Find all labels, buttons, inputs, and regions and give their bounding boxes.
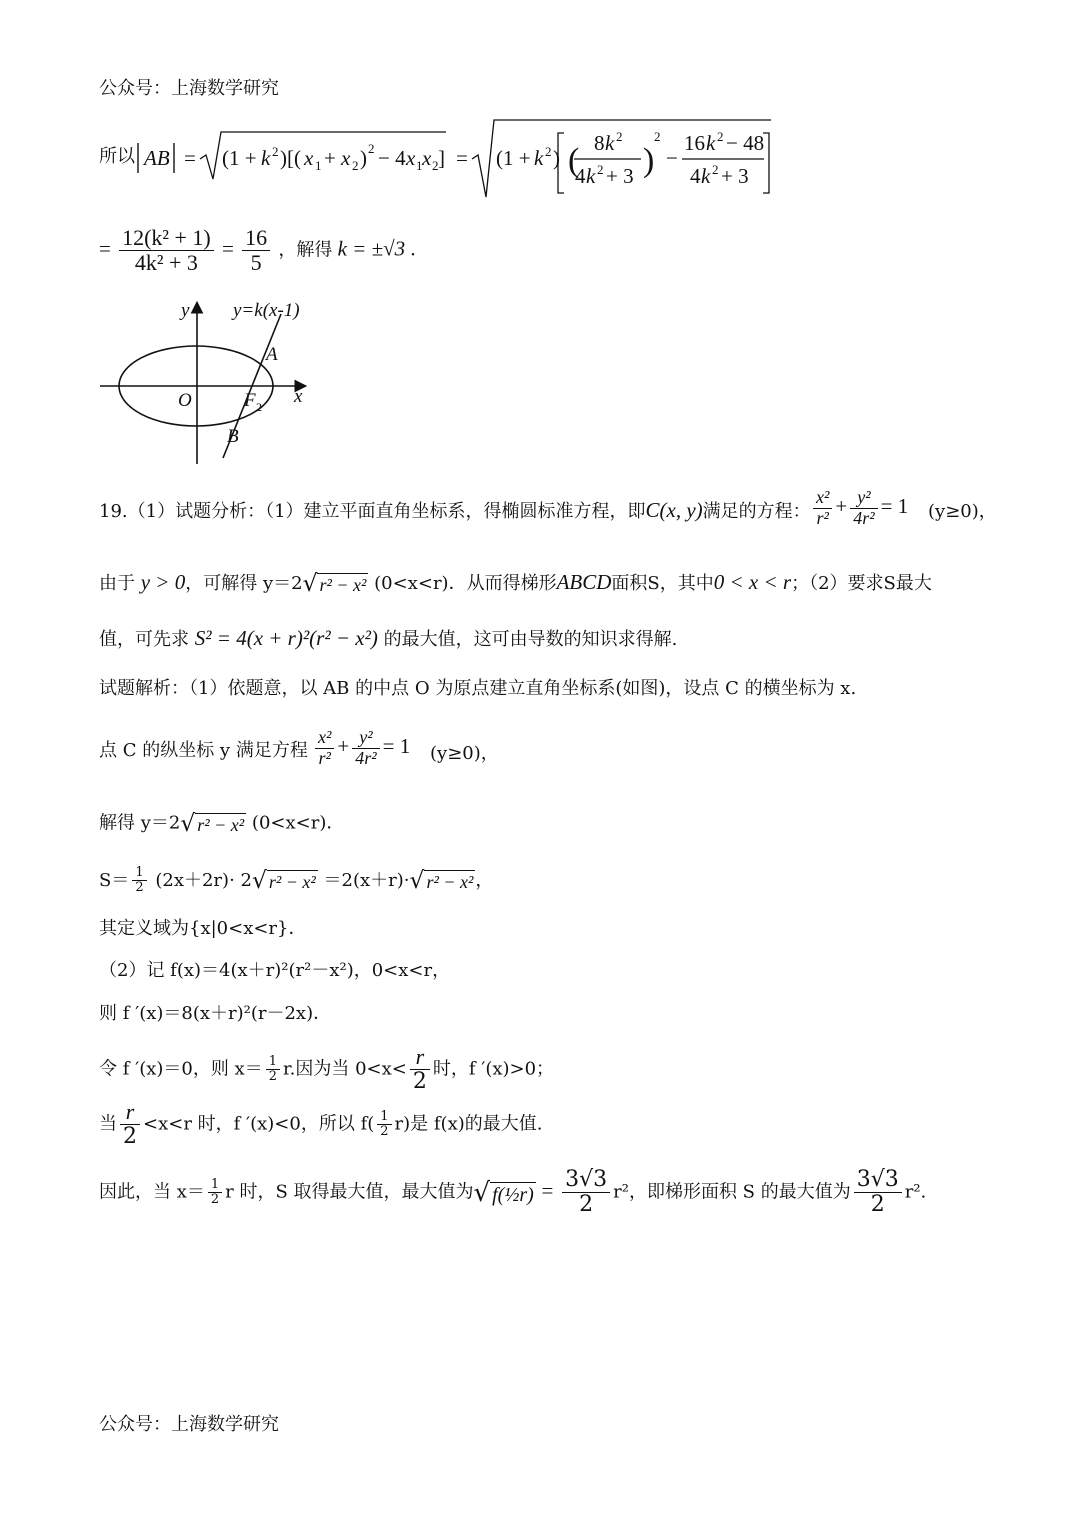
q19-line9: （2）记 f(x)＝4(x＋r)²(r²－x²)，0<x<r， <box>99 960 451 981</box>
svg-text:=: = <box>456 146 468 170</box>
q19-line13-d: r². <box>904 1181 927 1203</box>
q19-line5-text: 点 C 的纵坐标 y 满足方程 <box>99 740 308 761</box>
q19-line7-c: ＝2(x＋r)· <box>323 869 410 891</box>
q19-line1-text-b: 满足的方程： <box>702 501 811 522</box>
ab-fraction-den: 4k² + 3 <box>134 250 198 276</box>
sqrt-r2-x2: √ r² − x² <box>302 569 367 598</box>
half-frac-4 <box>208 1178 222 1208</box>
label-o: O <box>178 390 192 411</box>
max-den: 2 <box>579 1192 594 1218</box>
q19-line8: 其定义域为{x|0<x<r}． <box>99 918 307 939</box>
q19-line13-c: r²，即梯形面积 S 的最大值为 <box>613 1181 851 1203</box>
end-period: . <box>410 236 416 261</box>
q19-line2-b: ，可解得 y＝2 <box>185 573 303 594</box>
half-frac <box>132 866 146 896</box>
eq-one-2: = 1 <box>382 734 411 759</box>
q19-line3-b: 的最大值，这可由导数的知识求得解. <box>383 629 678 650</box>
range-x: 0 < x < r <box>713 570 792 594</box>
eq-one: = 1 <box>880 494 909 519</box>
svg-text:): ) <box>553 146 560 170</box>
r-den-2: 2 <box>123 1124 137 1150</box>
sqrt-radicand: r² − x² <box>319 575 367 596</box>
svg-text:2: 2 <box>545 144 552 159</box>
half-frac-2 <box>266 1055 280 1085</box>
q19-line7 <box>99 866 493 896</box>
q19-line7-a: S＝ <box>99 869 130 891</box>
svg-text:2: 2 <box>432 158 439 173</box>
svg-text:4: 4 <box>575 164 586 188</box>
result-line <box>99 226 416 275</box>
label-y: y <box>181 300 190 321</box>
svg-text:2: 2 <box>712 162 719 177</box>
label-x: x <box>294 386 303 407</box>
sqrt-radicand-b: r² − x² <box>197 815 245 835</box>
ell2-y-den: 4r² <box>355 747 377 768</box>
svg-text:2: 2 <box>597 162 604 177</box>
r-den: 2 <box>412 1069 427 1095</box>
svg-text:k: k <box>261 146 271 170</box>
label-f-sub: 2 <box>256 400 262 414</box>
sixteen-fifths <box>242 226 270 275</box>
svg-text:− 4: − 4 <box>378 146 406 170</box>
svg-text:+ 3: + 3 <box>721 164 749 188</box>
svg-text:(: ( <box>568 142 580 179</box>
q19-line6 <box>99 809 345 837</box>
half-den-2: 2 <box>268 1069 277 1085</box>
q19-line7-b: (2x＋2r)· 2 <box>155 869 252 891</box>
ell-x-num: x² <box>813 488 832 509</box>
half-num-4: 1 <box>208 1178 222 1193</box>
q19-line11-a: 令 f ′(x)＝0，则 x＝ <box>99 1058 263 1080</box>
svg-text:16: 16 <box>684 131 705 155</box>
sqrt-radicand-c: r² − x² <box>268 872 316 893</box>
s-squared-expr: S² = 4(x + r)²(r² − x²) <box>194 626 378 650</box>
q19-line1-text-a: 19.（1）试题分析：（1）建立平面直角坐标系，得椭圆标准方程，即 <box>99 501 646 522</box>
sixteen-num: 16 <box>242 226 270 251</box>
q19-line11 <box>99 1045 554 1094</box>
max-frac-2 <box>854 1168 902 1217</box>
svg-text:x: x <box>406 146 416 170</box>
half-den: 2 <box>135 880 144 896</box>
q19-line2-e: ；（2）要求S最大 <box>791 573 932 594</box>
svg-text:1: 1 <box>315 158 322 173</box>
svg-text:x: x <box>341 146 351 170</box>
ab-lead: 所以 <box>99 146 135 167</box>
ell-y-den: 4r² <box>853 507 875 528</box>
q19-line12-b: <x<r 时，f ′(x)<0，所以 f( <box>143 1113 375 1135</box>
svg-text:)[(: )[( <box>280 146 301 170</box>
q19-line3 <box>99 628 677 649</box>
half-den-3: 2 <box>380 1124 389 1140</box>
ab-length-formula <box>134 115 794 205</box>
equals-sign-2: = <box>222 236 234 261</box>
svg-text:+ 3: + 3 <box>606 164 634 188</box>
q19-line12 <box>99 1100 542 1149</box>
f-half: f(½r) <box>492 1183 534 1206</box>
svg-text:1: 1 <box>416 158 423 173</box>
svg-text:]: ] <box>438 146 445 170</box>
q19-line10: 则 f ′(x)＝8(x＋r)²(r－2x)． <box>99 1003 332 1024</box>
five-den: 5 <box>250 250 262 276</box>
q19-line6-b: (0<x<r)． <box>251 812 345 834</box>
max-den-2: 2 <box>870 1192 885 1218</box>
ab-fraction <box>119 226 214 275</box>
r-half-frac <box>410 1045 430 1094</box>
svg-text:=: = <box>184 146 196 170</box>
max-num-2: 3√3 <box>854 1168 902 1193</box>
r-num: r <box>410 1045 430 1070</box>
q19-line1-tail: (y≥0)， <box>928 501 997 522</box>
sqrt-radicand-d: r² − x² <box>426 872 474 893</box>
svg-text:2: 2 <box>717 129 724 144</box>
q19-line3-a: 值，可先求 <box>99 629 189 650</box>
svg-text:(1 +: (1 + <box>496 146 531 170</box>
trapezoid-abcd: ABCD <box>556 570 612 594</box>
q19-line2-a: 由于 <box>99 573 135 594</box>
svg-text:k: k <box>706 131 716 155</box>
svg-text:2: 2 <box>368 141 375 156</box>
svg-text:(1 +: (1 + <box>222 146 257 170</box>
svg-text:): ) <box>360 146 367 170</box>
cond-y-positive: y > 0 <box>140 570 186 594</box>
r-num-2: r <box>120 1100 140 1125</box>
q19-line11-b: r.因为当 0<x< <box>283 1058 407 1080</box>
half-num-2: 1 <box>266 1055 280 1070</box>
ellipse-equation-2: $\frac{\text{x²}}{\text{r²}}$ + $\frac{\text{y²}}{\text{4r²}}$ = 1 <box>312 728 410 769</box>
q19-line7-d: ， <box>475 869 494 891</box>
ell2-y-num: y² <box>352 728 379 749</box>
ab-fraction-num: 12(k² + 1) <box>119 226 214 251</box>
svg-text:−: − <box>666 146 678 170</box>
ell-y-num: y² <box>850 488 877 509</box>
label-a: A <box>266 344 278 365</box>
q19-line2-c: (0<x<r)．从而得梯形 <box>374 573 557 594</box>
ell2-x-den: r² <box>318 747 331 768</box>
svg-text:2: 2 <box>272 144 279 159</box>
ellipse-equation-1: $\frac{\text{x²}}{\text{r²}}$ + $\frac{\text{y²}}{\text{4r²}}$ = 1 <box>810 488 908 529</box>
svg-text:4: 4 <box>690 164 701 188</box>
label-line: y=k(x-1) <box>233 300 300 321</box>
r-half-frac-2 <box>120 1100 140 1149</box>
q19-line13-b: r 时，S 取得最大值，最大值为 <box>225 1181 474 1203</box>
svg-text:): ) <box>643 142 655 179</box>
k-result: k = ±√3 <box>337 236 406 261</box>
point-c: C(x, y) <box>645 498 703 522</box>
q19-line6-a: 解得 y＝2 <box>99 812 181 834</box>
q19-line11-c: 时，f ′(x)>0； <box>432 1058 555 1080</box>
q19-line1 <box>99 500 811 521</box>
solve-text: ，解得 <box>278 239 333 261</box>
sqrt-f-half: √ f(½r) <box>473 1177 534 1208</box>
svg-text:2: 2 <box>352 158 359 173</box>
q19-line2-d: 面积S，其中 <box>611 573 714 594</box>
label-f: F <box>244 390 256 411</box>
q19-line4: 试题解析：（1）依题意，以 AB 的中点 O 为原点建立直角坐标系(如图)，设点 C 的横坐标为 x. <box>99 678 857 699</box>
q19-line13-a: 因此，当 x＝ <box>99 1181 205 1203</box>
page-header: 公众号：上海数学研究 <box>99 78 279 99</box>
sqrt-r2-x2-c: √ r² − x² <box>251 866 316 895</box>
svg-text:+: + <box>324 146 336 170</box>
max-num: 3√3 <box>562 1168 610 1193</box>
half-den-4: 2 <box>210 1192 220 1208</box>
ellipse-figure <box>96 296 326 468</box>
page-footer: 公众号：上海数学研究 <box>99 1414 279 1435</box>
equals-sign: = <box>99 236 111 261</box>
q19-line12-c: r)是 f(x)的最大值. <box>394 1113 543 1135</box>
max-frac <box>562 1168 610 1217</box>
svg-text:k: k <box>701 164 711 188</box>
ell2-x-num: x² <box>315 728 334 749</box>
svg-text:− 48: − 48 <box>726 131 765 155</box>
svg-text:x: x <box>422 146 432 170</box>
svg-text:AB: AB <box>144 146 170 170</box>
svg-text:2: 2 <box>616 129 623 144</box>
svg-text:2: 2 <box>654 129 661 144</box>
half-num-3: 1 <box>377 1110 391 1125</box>
sqrt-r2-x2-d: √ r² − x² <box>409 866 474 895</box>
svg-text:k: k <box>586 164 596 188</box>
q19-line2 <box>99 569 932 598</box>
label-b: B <box>227 426 239 447</box>
half-num: 1 <box>132 866 146 881</box>
q19-line5-tail: (y≥0)， <box>430 743 499 764</box>
svg-text:k: k <box>534 146 544 170</box>
svg-text:k: k <box>605 131 615 155</box>
sqrt-r2-x2-b: √ r² − x² <box>180 809 245 837</box>
svg-text:8: 8 <box>594 131 605 155</box>
svg-text:x: x <box>304 146 314 170</box>
q19-line12-a: 当 <box>99 1113 117 1135</box>
ell-x-den: r² <box>816 507 829 528</box>
q19-line13: 因此，当 x＝ $\frac{1}{2}$ r 时，S 取得最大值，最大值为√ f(½r) = $\frac{3√3}{2}$ r²，即梯形面积 S 的最大值为 $\frac{3√3}{2}$ r². <box>99 1167 927 1218</box>
half-frac-3 <box>377 1110 391 1140</box>
